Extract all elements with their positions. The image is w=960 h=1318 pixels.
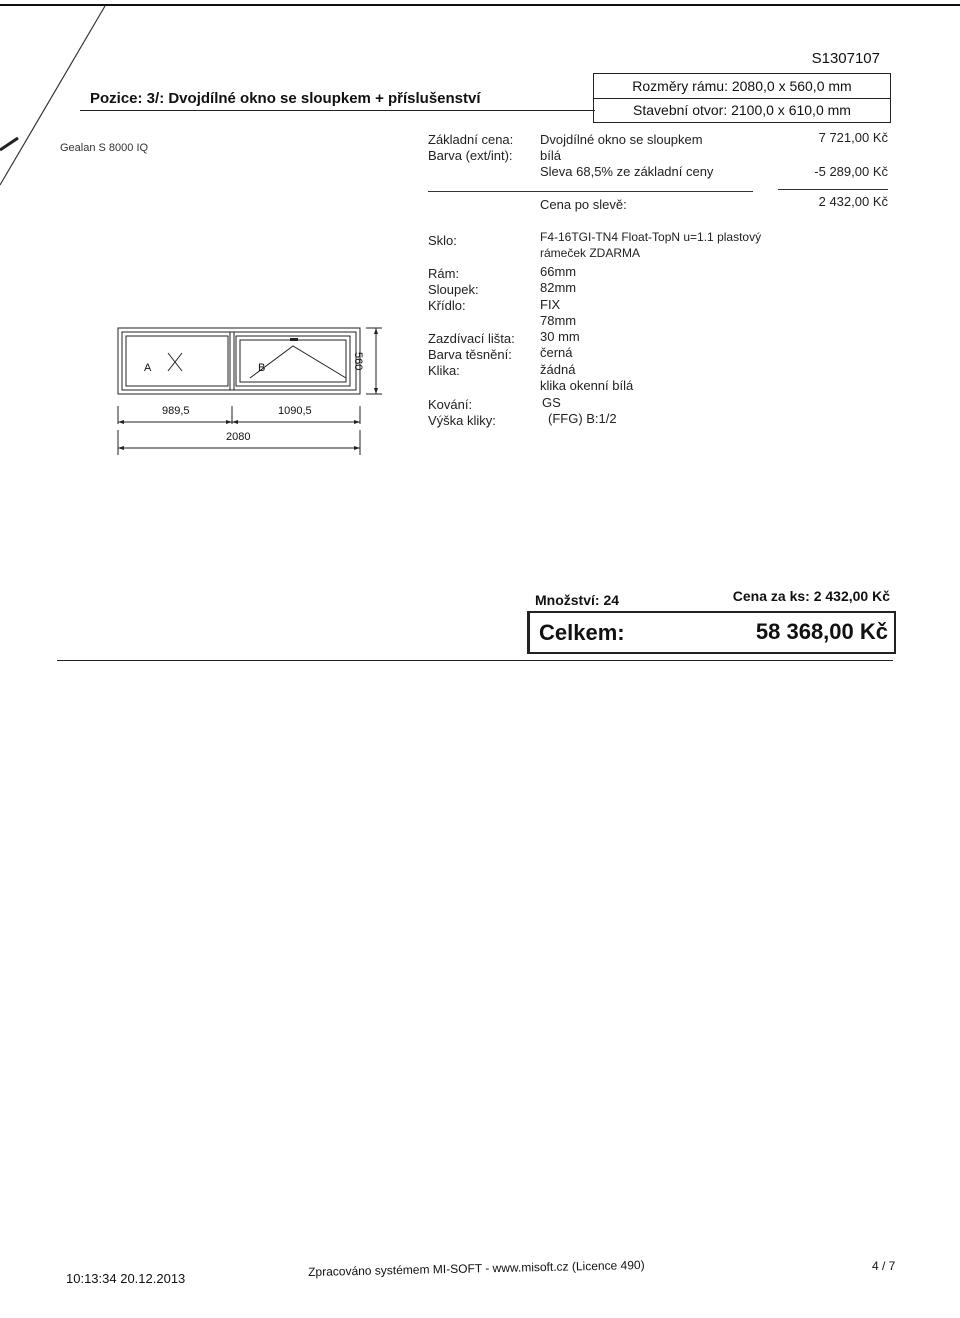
dim-height: 560 xyxy=(352,352,364,371)
window-drawing xyxy=(110,320,400,465)
base-price-value: 7 721,00 Kč xyxy=(818,130,888,145)
total-value: 58 368,00 Kč xyxy=(755,619,888,644)
unit-price: Cena za ks: 2 432,00 Kč xyxy=(732,588,890,604)
pane-b-label: B xyxy=(258,362,266,374)
spec-label-handle: Klika: xyxy=(428,363,460,378)
discount-desc: Sleva 68,5% ze základní ceny xyxy=(540,164,714,179)
spec-label-sash: Křídlo: xyxy=(428,298,466,313)
opening-dimensions: Stavební otvor: 2100,0 x 610,0 mm xyxy=(633,102,851,118)
total-box xyxy=(527,611,896,654)
total-label: Celkem: xyxy=(539,620,625,645)
pane-b-sash xyxy=(236,336,350,386)
title-underline xyxy=(80,110,595,111)
discount-value: -5 289,00 Kč xyxy=(814,164,888,179)
dimensions-box xyxy=(593,73,891,123)
page-number: 4 / 7 xyxy=(872,1259,896,1273)
spec-value-seal-color: černá xyxy=(540,345,573,360)
dim-width-left: 989,5 xyxy=(162,405,190,417)
footer-system-note: Zpracováno systémem MI-SOFT - www.misoft.cz (Licence 490) xyxy=(308,1257,645,1279)
inner-frame xyxy=(122,332,356,390)
document-code: S1307107 xyxy=(811,50,880,67)
dim-width-right: 1090,5 xyxy=(278,405,312,417)
handle-mark xyxy=(290,338,298,341)
subtotal-rule-left xyxy=(428,191,753,192)
spec-value-glass: F4-16TGI-TN4 Float-TopN u=1.1 plastový xyxy=(540,230,762,244)
spec-label-hardware: Kování: xyxy=(428,397,473,412)
spec-value-handle-height: (FFG) B:1/2 xyxy=(548,411,617,426)
base-price-label: Základní cena: xyxy=(428,132,514,147)
pane-a-label: A xyxy=(144,362,152,374)
spec-label-mullion: Sloupek: xyxy=(428,282,479,297)
after-discount-label: Cena po slevě: xyxy=(540,197,627,212)
frame-dimensions: Rozměry rámu: 2080,0 x 560,0 mm xyxy=(594,74,890,99)
spec-value-frame: 66mm xyxy=(540,264,577,279)
spec-value-mullion: 82mm xyxy=(540,280,577,295)
spec-value-hardware: GS xyxy=(542,395,561,410)
dim-width-total: 2080 xyxy=(226,431,251,443)
scan-edge-line xyxy=(0,4,960,6)
color-value: bílá xyxy=(540,148,561,163)
spec-label-seal-color: Barva těsnění: xyxy=(428,347,512,362)
spec-label-frame: Rám: xyxy=(428,266,460,281)
after-discount-value: 2 432,00 Kč xyxy=(818,194,888,209)
spec-value-handle-2: klika okenní bílá xyxy=(540,378,634,393)
spec-label-glass: Sklo: xyxy=(428,233,457,248)
total-rule xyxy=(57,660,893,661)
footer-timestamp: 10:13:34 20.12.2013 xyxy=(66,1271,186,1286)
position-title: Pozice: 3/: Dvojdílné okno se sloupkem + příslušenství xyxy=(90,90,481,107)
quantity: Množství: 24 xyxy=(535,592,620,608)
color-label: Barva (ext/int): xyxy=(428,148,513,163)
outer-frame xyxy=(118,328,360,394)
spec-value-glass-2: rámeček ZDARMA xyxy=(540,246,641,260)
spec-value-trim: 30 mm xyxy=(540,329,580,344)
spec-label-handle-height: Výška kliky: xyxy=(428,413,496,428)
spec-value-sash-2: 78mm xyxy=(540,313,577,328)
subtotal-rule-right xyxy=(778,189,888,190)
profile-model: Gealan S 8000 IQ xyxy=(60,142,149,154)
base-price-desc: Dvojdílné okno se sloupkem xyxy=(540,132,703,147)
pane-a xyxy=(126,336,228,386)
spec-value-sash: FIX xyxy=(540,297,561,312)
spec-value-handle: žádná xyxy=(540,362,576,377)
spec-label-trim: Zazdívací lišta: xyxy=(428,331,515,346)
